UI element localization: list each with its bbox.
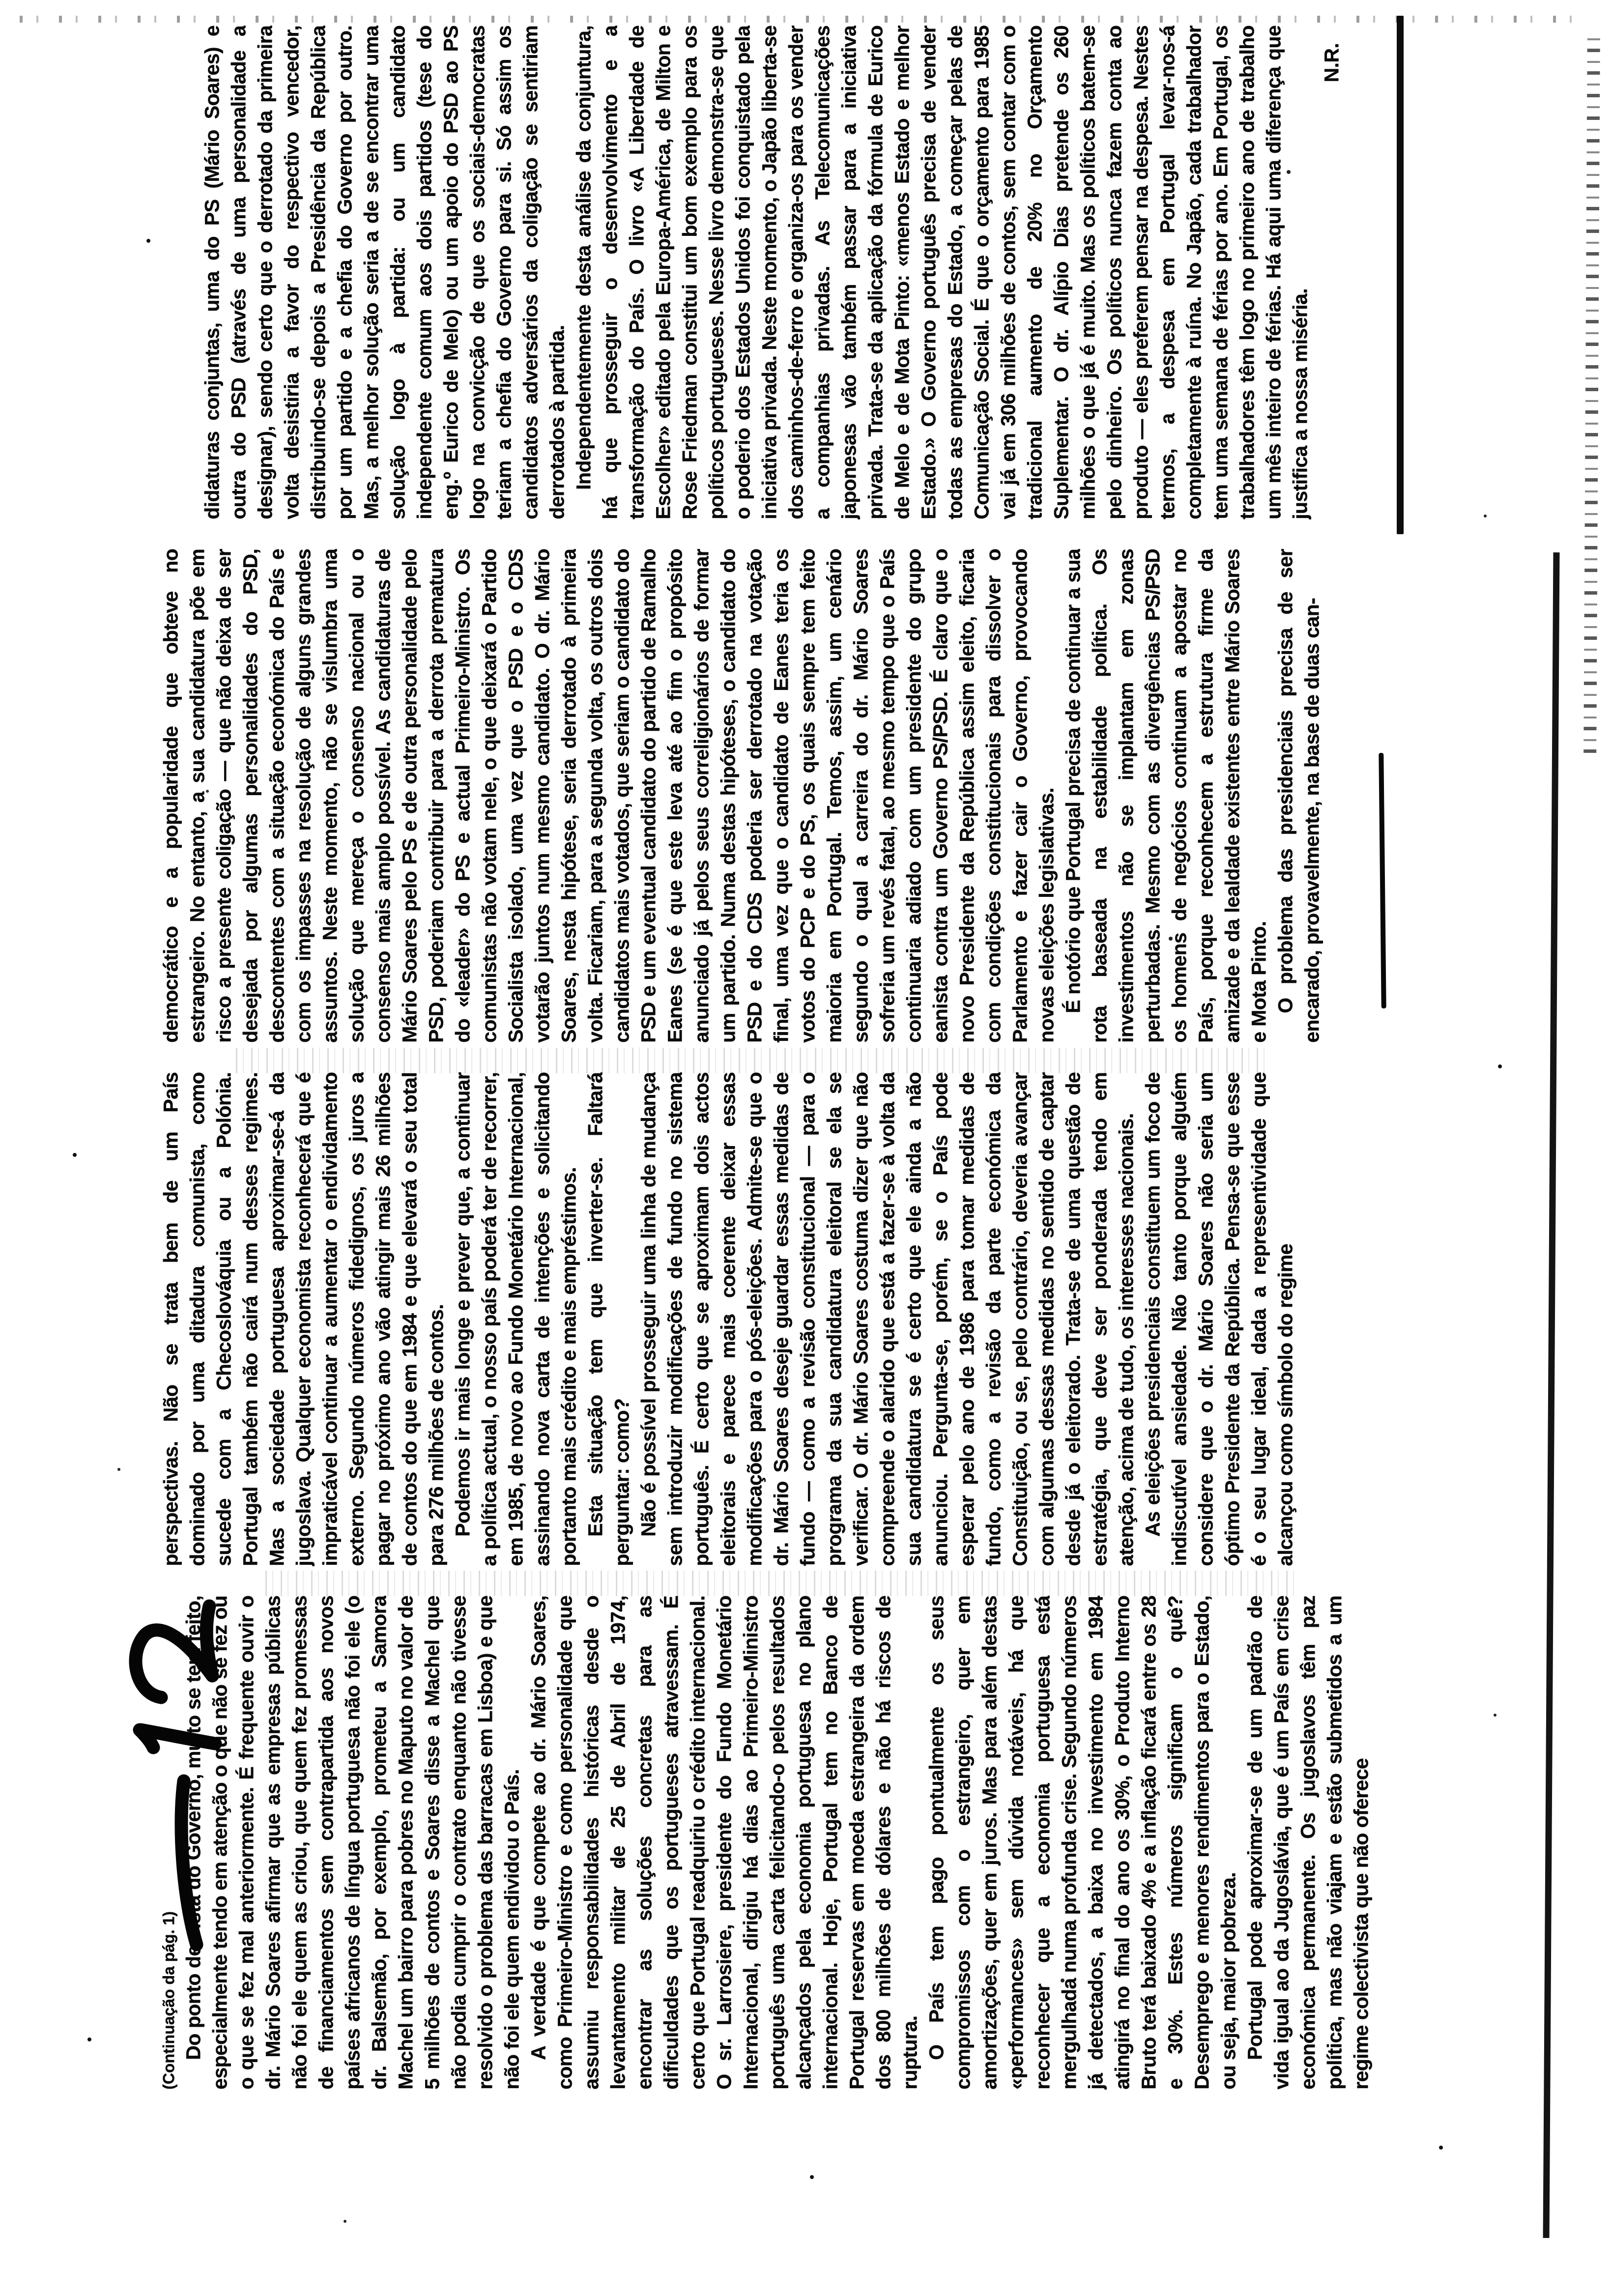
article-paragraph: As eleições presidenciais constituem um foco de indiscutível ansiedade. Não tanto porque alguém considere que o dr. Mário Soares não seria um óptimo Presidente da República. Pensa-se que esse é o seu lugar ideal, dada a representividade que alcançou como símbolo do regime [1141,1072,1296,1566]
article-paragraph: Portugal pode aproximar-se de um padrão de vida igual ao da Jugoslávia, que é um País em crise económica permanente. Os jugoslavos têm paz política, mas não viajam e estão submetidos a um regime colectivista que não oferece [1243,1596,1372,2090]
article-paragraph: Não é possível prosseguir uma linha de mudança sem introduzir modificações de fundo no sistema português. É certo que se aproximam dois actos eleitorais e parece mais coerente deixar essas modificações para o pós-eleições. Admite-se que o dr. Mário Soares deseje guardar essas medidas de fundo — como a revisão constitucional — para o programa da sua candidatura eleitoral se ela se verificar. O dr. Mário Soares costuma dizer que não compreende o alarido que está a fazer-se à volta da sua candidatura se é certo que ele ainda a não anunciou. Pergunta-se, porém, se o País pode esperar pelo ano de 1986 para tomar medidas de fundo, como a revisão da parte económica da Constituição, ou se, pelo contrário, deveria avançar com algumas dessas medidas no sentido de captar desde já o eleitorado. Trata-se de uma questão de estratégia, que deve ser ponderada tendo em atenção, acima de tudo, os interesses nacionais. [637,1072,1137,1566]
article-paragraph: Podemos ir mais longe e prever que, a continuar a política actual, o nosso país poderá ter de recorrer, em 1985, de novo ao Fundo Monetário Internacional, assinando nova carta de intenções e solicitando portanto mais crédito e mais empréstimos. [451,1072,580,1566]
article-paragraph: Do ponto de vista do Governo, muito se tem feito, especialmente tendo em atenção o que não se fez ou o que se fez mal anteriormente. É frequente ouvir o dr. Mário Soares afirmar que as empresas públicas não foi ele quem as criou, que quem fez promessas de financiamentos sem contrapartida aos novos países africanos de língua portuguesa não foi ele (o dr. Balsemão, por exemplo, prometeu a Samora Machel um bairro para pobres no Maputo no valor de 5 milhões de contos e Soares disse a Machel que não podia cumprir o contrato enquanto não tivesse resolvido o problema das barracas em Lisboa) e que não foi ele quem endividou o País. [182,1596,523,2090]
article-paragraph: Independentemente desta análise da conjuntura, há que prosseguir o desenvolvimento e a transformação do País. O livro «A Liberdade de Escolher» editado pela Europa-América, de Milton e Rose Friedman constitui um bom exemplo para os políticos portugueses. Nesse livro demonstra-se que o poderio dos Estados Unidos foi conquistado pela iniciativa privada. Neste momento, o Japão liberta-se dos caminhos-de-ferro e organiza-os para os vender a companhias privadas. As Telecomunicações japonesas vão também passar para a iniciativa privada. Trata-se da aplicação da fórmula de Eurico de Melo e de Mota Pinto: «menos Estado e melhor Estado.» O Governo português precisa de vender todas as empresas do Estado, a começar pelas de Comunicação Social. É que o orçamento para 1985 vai já em 306 milhões de contos, sem contar com o tradicional aumento de 20% no Orçamento Suplementar. O dr. Alípio Dias pretende os 260 milhões o que já é muito. Mas os políticos batem-se pelo dinheiro. Os políticos nunca fazem conta ao produto — eles preferem pensar na despesa. Nestes termos, a despesa em Portugal levar-nos-á completamente à ruína. No Japão, cada trabalhador tem uma semana de férias por ano. Em Portugal, os trabalhadores têm logo no primeiro ano de trabalho um mês inteiro de férias. Há aqui uma diferença que justifica a nossa miséria. [572,26,1311,519]
article-paragraph: democrático e a popularidade que obteve no estrangeiro. No entanto, a sua candidatura põe em risco a presente coligação — que não deixa de ser desejada por algumas personalidades do PSD, descontentes com a situação económica do País e com os impasses na resolução de alguns grandes assuntos. Neste momento, não se vislumbra uma solução que mereça o consenso nacional ou o consenso mais amplo possível. As candidaturas de Mário Soares pelo PS e de outra personalidade pelo PSD, poderiam contribuir para a derrota prematura do «leader» do PS e actual Primeiro-Ministro. Os comunistas não votam nele, o que deixará o Partido Socialista isolado, uma vez que o PSD e o CDS votarão juntos num mesmo candidato. O dr. Mário Soares, nesta hipótese, seria derrotado à primeira volta. Ficariam, para a segunda volta, os outros dois candidatos mais votados, que seriam o candidato do PSD e um eventual candidato do partido de Ramalho Eanes (se é que este leva até ao fim o propósito anunciado já pelos seus correligionários de formar um partido. Numa destas hipóteses, o candidato do PSD e do CDS poderia ser derrotado na votação final, uma vez que o candidato de Eanes teria os votos do PCP e do PS, os quais sempre tem feito maioria em Portugal. Temos, assim, um cenário segundo o qual a carreira do dr. Mário Soares sofreria um revés fatal, ao mesmo tempo que o País continuaria adiado com um presidente do grupo eanista contra um Governo PS/PSD. É claro que o novo Presidente da República assim eleito, ficaria com condições constitucionais para dissolver o Parlamento e fazer cair o Governo, provocando novas eleições legislativas. [159,549,1058,1043]
article-paragraph: O problema das presidenciais precisa de ser encarado, provavelmente, na base de duas can- [1274,549,1323,1043]
end-of-article-rule [1397,16,1404,534]
handwritten-mark [114,1578,232,1952]
article-paragraph: Esta situação tem que inverter-se. Faltará perguntar: como? [584,1072,633,1566]
author-initials: N.R. [1320,43,1343,83]
page-bottom-edge-line [1543,552,1560,2238]
continuation-note: (Continuação da pág. 1) [160,1911,177,2090]
photocopy-smudge [265,1571,1297,1596]
article-paragraph: didaturas conjuntas, uma do PS (Mário Soares) e outra do PSD (através de uma personalidade a designar), sendo certo que o derrotado da primeira volta desistiria a favor do respectivo vencedor, distribuindo-se depois a Presidência da República por um partido e a chefia do Governo por outro. Mas, a melhor solução seria a de se encontrar uma solução logo à partida: ou um candidato independente comum aos dois partidos (tese do eng.º Eurico de Melo) ou um apoio do PSD ao PS logo na convicção de que os sociais-democratas teriam a chefia do Governo para si. Só assim os candidatos adversários da coligação se sentiriam derrotados à partida. [201,26,568,519]
scan-noise-specks [0,2294,2,2296]
article-column-4 [199,26,1445,519]
page-side-edge-noise [20,16,1592,23]
article-column-2 [157,1072,1445,1566]
article-paragraph: perspectivas. Não se trata bem de um País dominado por uma ditadura comunista, como sucede com a Checoslováquia ou a Polónia. Portugal também não cairá num desses regimes. Mas a sociedade portuguesa aproximar-se-á da jugoslava. Qualquer economista reconhecerá que é impraticável continuar a aumentar o endividamento externo. Segundo números fidedignos, os juros a pagar no próximo ano vão atingir mais 26 milhões de contos do que em 1984 e que elevará o seu total para 276 milhões de contos. [159,1072,447,1566]
article-column-1 [157,1596,1445,2090]
article-paragraph: É notório que Portugal precisa de continuar a sua rota baseada na estabilidade política. Os investimentos não se implantam em zonas perturbadas. Mesmo com as divergências PS/PSD os homens de negócios continuam a apostar no País, porque reconhecem a estrutura firme da amizade e da lealdade existentes entre Mário Soares e Mota Pinto. [1062,549,1270,1043]
article-paragraph: O País tem pago pontualmente os seus compromissos com o estrangeiro, quer em amortizações, quer em juros. Mas para além destas «performances» sem dúvida notáveis, há que reconhecer que a economia portuguesa está mergulhada numa profunda crise. Segundo números já detectados, a baixa no investimento em 1984 atingirá no final do ano os 30%, o Produto Interno Bruto terá baixado 4% e a inflação ficará entre os 28 e 30%. Estes números significam o quê? Desemprego e menores rendimentos para o Estado, ou seja, maior pobreza. [925,1596,1239,2090]
torn-edge-noise [1583,30,1600,753]
article-paragraph: A verdade é que compete ao dr. Mário Soares, como Primeiro-Ministro e como personalidade que assumiu responsabilidades históricas desde o levantamento militar de 25 de Abril de 1974, encontrar as soluções concretas para as dificuldades que os portugueses atravessam. É certo que Portugal readquiriu o crédito internacional. O sr. Larrosiere, presidente do Fundo Monetário Internacional, dirigiu há dias ao Primeiro-Ministro português uma carta felicitando-o pelos resultados alcançados pela economia portuguesa no plano internacional. Hoje, Portugal tem no Banco de Portugal reservas em moeda estrangeira da ordem dos 800 milhões de dólares e não há riscos de ruptura. [527,1596,921,2090]
photocopy-smudge [236,1048,1268,1073]
article-column-3 [157,549,1445,1043]
